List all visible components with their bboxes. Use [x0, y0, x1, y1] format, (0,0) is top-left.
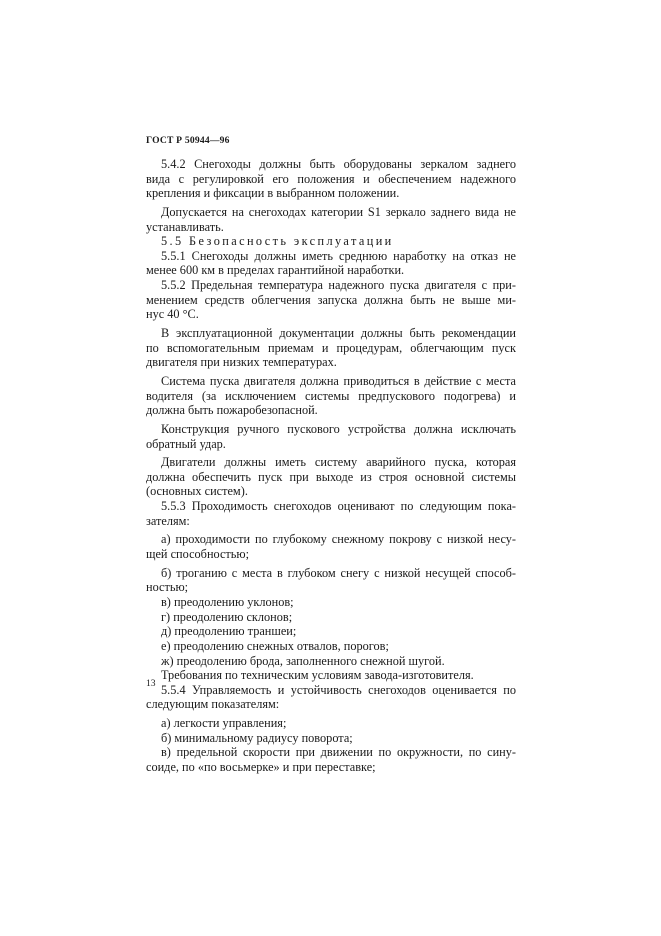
- text-line: по вспомогательным приемам и процедурам, облегчающим пуск: [146, 340, 516, 355]
- text-line: должна быть пожаробезопасной.: [146, 403, 318, 418]
- text-line: обратный удар.: [146, 436, 226, 451]
- page-body: [146, 157, 516, 775]
- text-line: Конструкция ручного пускового устройства должна исключать: [161, 421, 516, 436]
- page-number: 13: [146, 678, 156, 689]
- text-line: е) преодолению снежных отвалов, порогов;: [161, 638, 389, 653]
- text-line: 5.5 Безопасность эксплуатации: [161, 234, 394, 249]
- text-line: 5.5.1 Снегоходы должны иметь среднюю наработку на отказ не: [161, 248, 516, 263]
- text-line: д) преодолению траншеи;: [161, 624, 297, 639]
- text-line: Допускается на снегоходах категории S1 зеркало заднего вида не: [161, 204, 516, 219]
- text-line: в) предельной скорости при движении по окружности, по сину-: [161, 745, 516, 760]
- text-line: 5.5.4 Управляемость и устойчивость снегоходов оценивается по: [161, 682, 516, 697]
- text-line: Требования по техническим условиям завода-изготовителя.: [161, 668, 474, 683]
- text-line: устанавливать.: [146, 219, 224, 234]
- text-line: 5.5.2 Предельная температура надежного пуска двигателя с при-: [161, 278, 516, 293]
- text-line: ж) преодолению брода, заполненного снежной шугой.: [161, 653, 445, 668]
- text-line: а) легкости управления;: [161, 716, 287, 731]
- text-line: соиде, по «по восьмерке» и при переставке;: [146, 759, 376, 774]
- text-line: Система пуска двигателя должна приводиться в действие с места: [161, 373, 516, 388]
- text-line: (основных систем).: [146, 484, 248, 499]
- text-line: водителя (за исключением системы предпускового подогрева) и: [146, 388, 516, 403]
- text-line: ностью;: [146, 580, 189, 595]
- text-line: нус 40 °С.: [146, 307, 199, 322]
- text-line: б) троганию с места в глубоком снегу с низкой несущей способ-: [161, 565, 516, 580]
- text-line: а) проходимости по глубокому снежному покрову с низкой несу-: [161, 532, 516, 547]
- text-line: должна обеспечить пуск при выходе из строя основной системы: [146, 469, 516, 484]
- text-line: двигателя при низких температурах.: [146, 355, 337, 370]
- text-line: б) минимальному радиусу поворота;: [161, 730, 353, 745]
- text-line: г) преодолению склонов;: [161, 609, 293, 624]
- text-line: следующим показателям:: [146, 697, 280, 712]
- text-line: щей способностью;: [146, 547, 250, 562]
- text-line: 5.4.2 Снегоходы должны быть оборудованы зеркалом заднего: [161, 157, 516, 171]
- text-line: в) преодолению уклонов;: [161, 594, 294, 609]
- text-line: 5.5.3 Проходимость снегоходов оценивают по следующим пока-: [161, 499, 516, 514]
- text-line: крепления и фиксации в выбранном положении.: [146, 186, 400, 201]
- text-line: Двигатели должны иметь систему аварийного пуска, которая: [161, 455, 516, 470]
- text-line: менее 600 км в пределах гарантийной наработки.: [146, 263, 405, 278]
- text-line: В эксплуатационной документации должны быть рекомендации: [161, 326, 516, 341]
- text-line: вида с регулировкой его положения и обеспечением надежного: [146, 171, 516, 186]
- text-line: менением средств облегчения запуска должна быть не выше ми-: [146, 292, 516, 307]
- text-line: зателям:: [146, 513, 190, 528]
- document-code-header: ГОСТ Р 50944—96: [146, 135, 230, 146]
